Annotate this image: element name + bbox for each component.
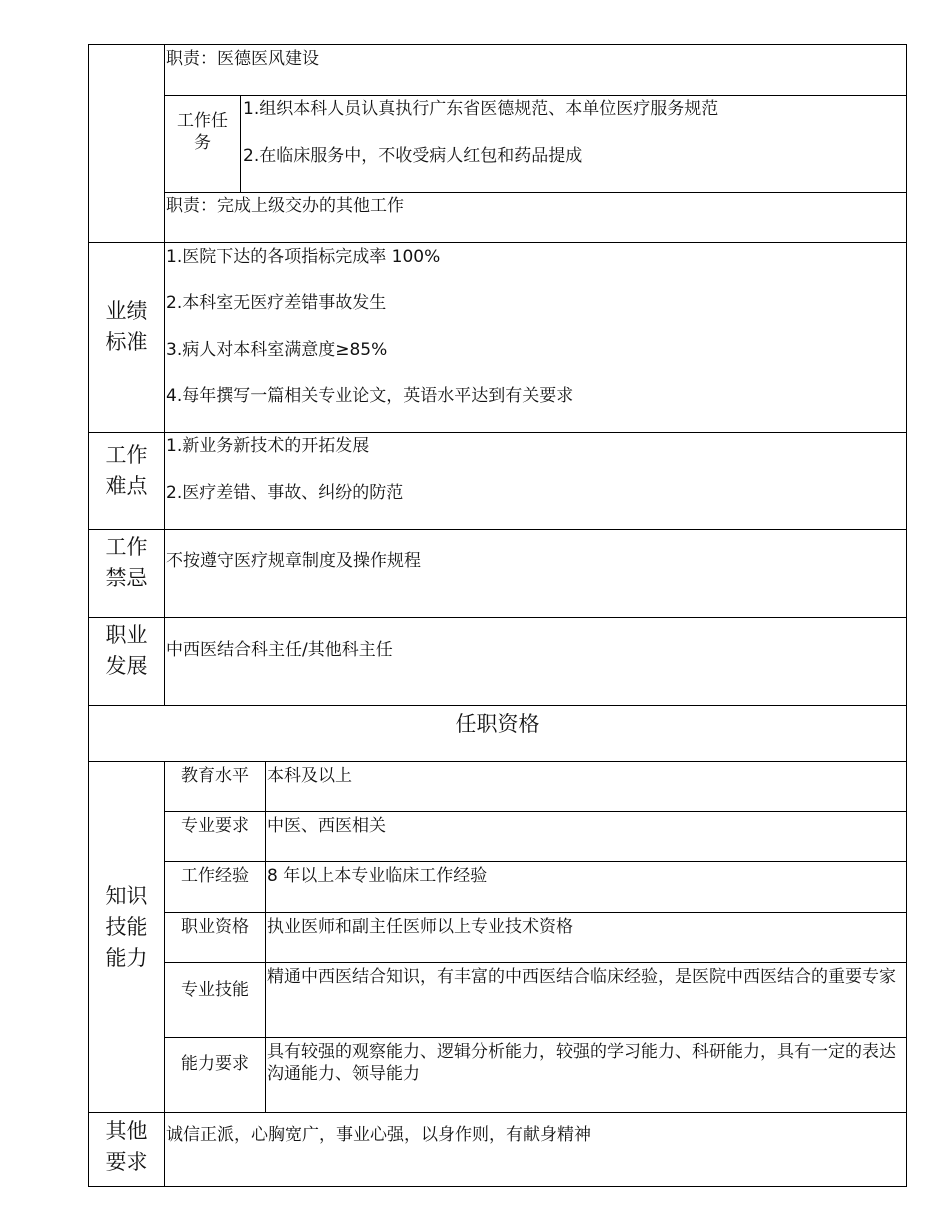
task-item: 1.组织本科人员认真执行广东省医德规范、本单位医疗服务规范 <box>243 99 719 119</box>
career-label: 职业 发展 <box>105 623 148 678</box>
knowledge-row-label: 能力要求 <box>181 1054 249 1074</box>
table-border <box>164 861 907 862</box>
performance-label: 业绩 标准 <box>105 299 148 354</box>
table-border <box>164 912 907 913</box>
other-text: 诚信正派，心胸宽广，事业心强，以身作则，有献身精神 <box>166 1125 591 1145</box>
task-item: 2.在临床服务中，不收受病人红包和药品提成 <box>243 146 583 166</box>
table-border <box>164 95 907 96</box>
qualifications-title: 任职资格 <box>455 712 540 736</box>
table-border <box>906 44 907 1187</box>
performance-item: 2.本科室无医疗差错事故发生 <box>166 293 387 313</box>
task-label-line: 工作任 <box>177 111 228 131</box>
table-border <box>88 1186 907 1187</box>
table-border <box>88 529 907 530</box>
table-border <box>164 811 907 812</box>
table-border <box>88 617 907 618</box>
knowledge-row-label: 专业要求 <box>181 816 249 836</box>
performance-item: 3.病人对本科室满意度≥85% <box>166 340 388 360</box>
duty-ethics: 职责：医德医风建设 <box>166 49 319 69</box>
table-border <box>88 242 907 243</box>
other-label: 其他 要求 <box>105 1119 148 1174</box>
performance-item: 1.医院下达的各项指标完成率 100% <box>166 247 441 267</box>
knowledge-label: 知识 技能 能力 <box>105 884 148 970</box>
difficulty-item: 2.医疗差错、事故、纠纷的防范 <box>166 483 404 503</box>
knowledge-row-value: 执业医师和副主任医师以上专业技术资格 <box>267 917 573 937</box>
taboos-text: 不按遵守医疗规章制度及操作规程 <box>166 551 421 571</box>
knowledge-row-value: 具有较强的观察能力、逻辑分析能力，较强的学习能力、科研能力，具有一定的表达沟通能力、领导能力 <box>267 1042 896 1084</box>
career-text: 中西医结合科主任/其他科主任 <box>166 640 393 660</box>
table-border <box>164 1037 907 1038</box>
difficulty-item: 1.新业务新技术的开拓发展 <box>166 436 370 456</box>
table-border <box>265 761 266 1112</box>
table-border <box>164 192 907 193</box>
task-label-line: 务 <box>194 133 211 153</box>
knowledge-row-label: 职业资格 <box>181 917 249 937</box>
knowledge-row-value: 中医、西医相关 <box>267 816 386 836</box>
knowledge-row-value: 8 年以上本专业临床工作经验 <box>267 866 488 886</box>
knowledge-row-label: 专业技能 <box>181 980 249 1000</box>
task-label <box>165 110 240 154</box>
table-border <box>88 705 907 706</box>
duty-other: 职责：完成上级交办的其他工作 <box>166 196 404 216</box>
knowledge-row-value: 精通中西医结合知识，有丰富的中西医结合临床经验，是医院中西医结合的重要专家 <box>267 967 896 987</box>
knowledge-row-value: 本科及以上 <box>267 766 352 786</box>
table-border <box>164 962 907 963</box>
table-border <box>88 432 907 433</box>
table-border <box>240 95 241 192</box>
performance-item: 4.每年撰写一篇相关专业论文，英语水平达到有关要求 <box>166 386 574 406</box>
taboos-label: 工作 禁忌 <box>105 535 148 590</box>
knowledge-row-label: 工作经验 <box>181 866 249 886</box>
table-border <box>88 761 907 762</box>
difficulties-label: 工作 难点 <box>105 443 148 498</box>
table-border <box>88 1112 907 1113</box>
table-border <box>88 44 89 1187</box>
knowledge-row-label: 教育水平 <box>181 766 249 786</box>
table-border <box>88 44 907 45</box>
